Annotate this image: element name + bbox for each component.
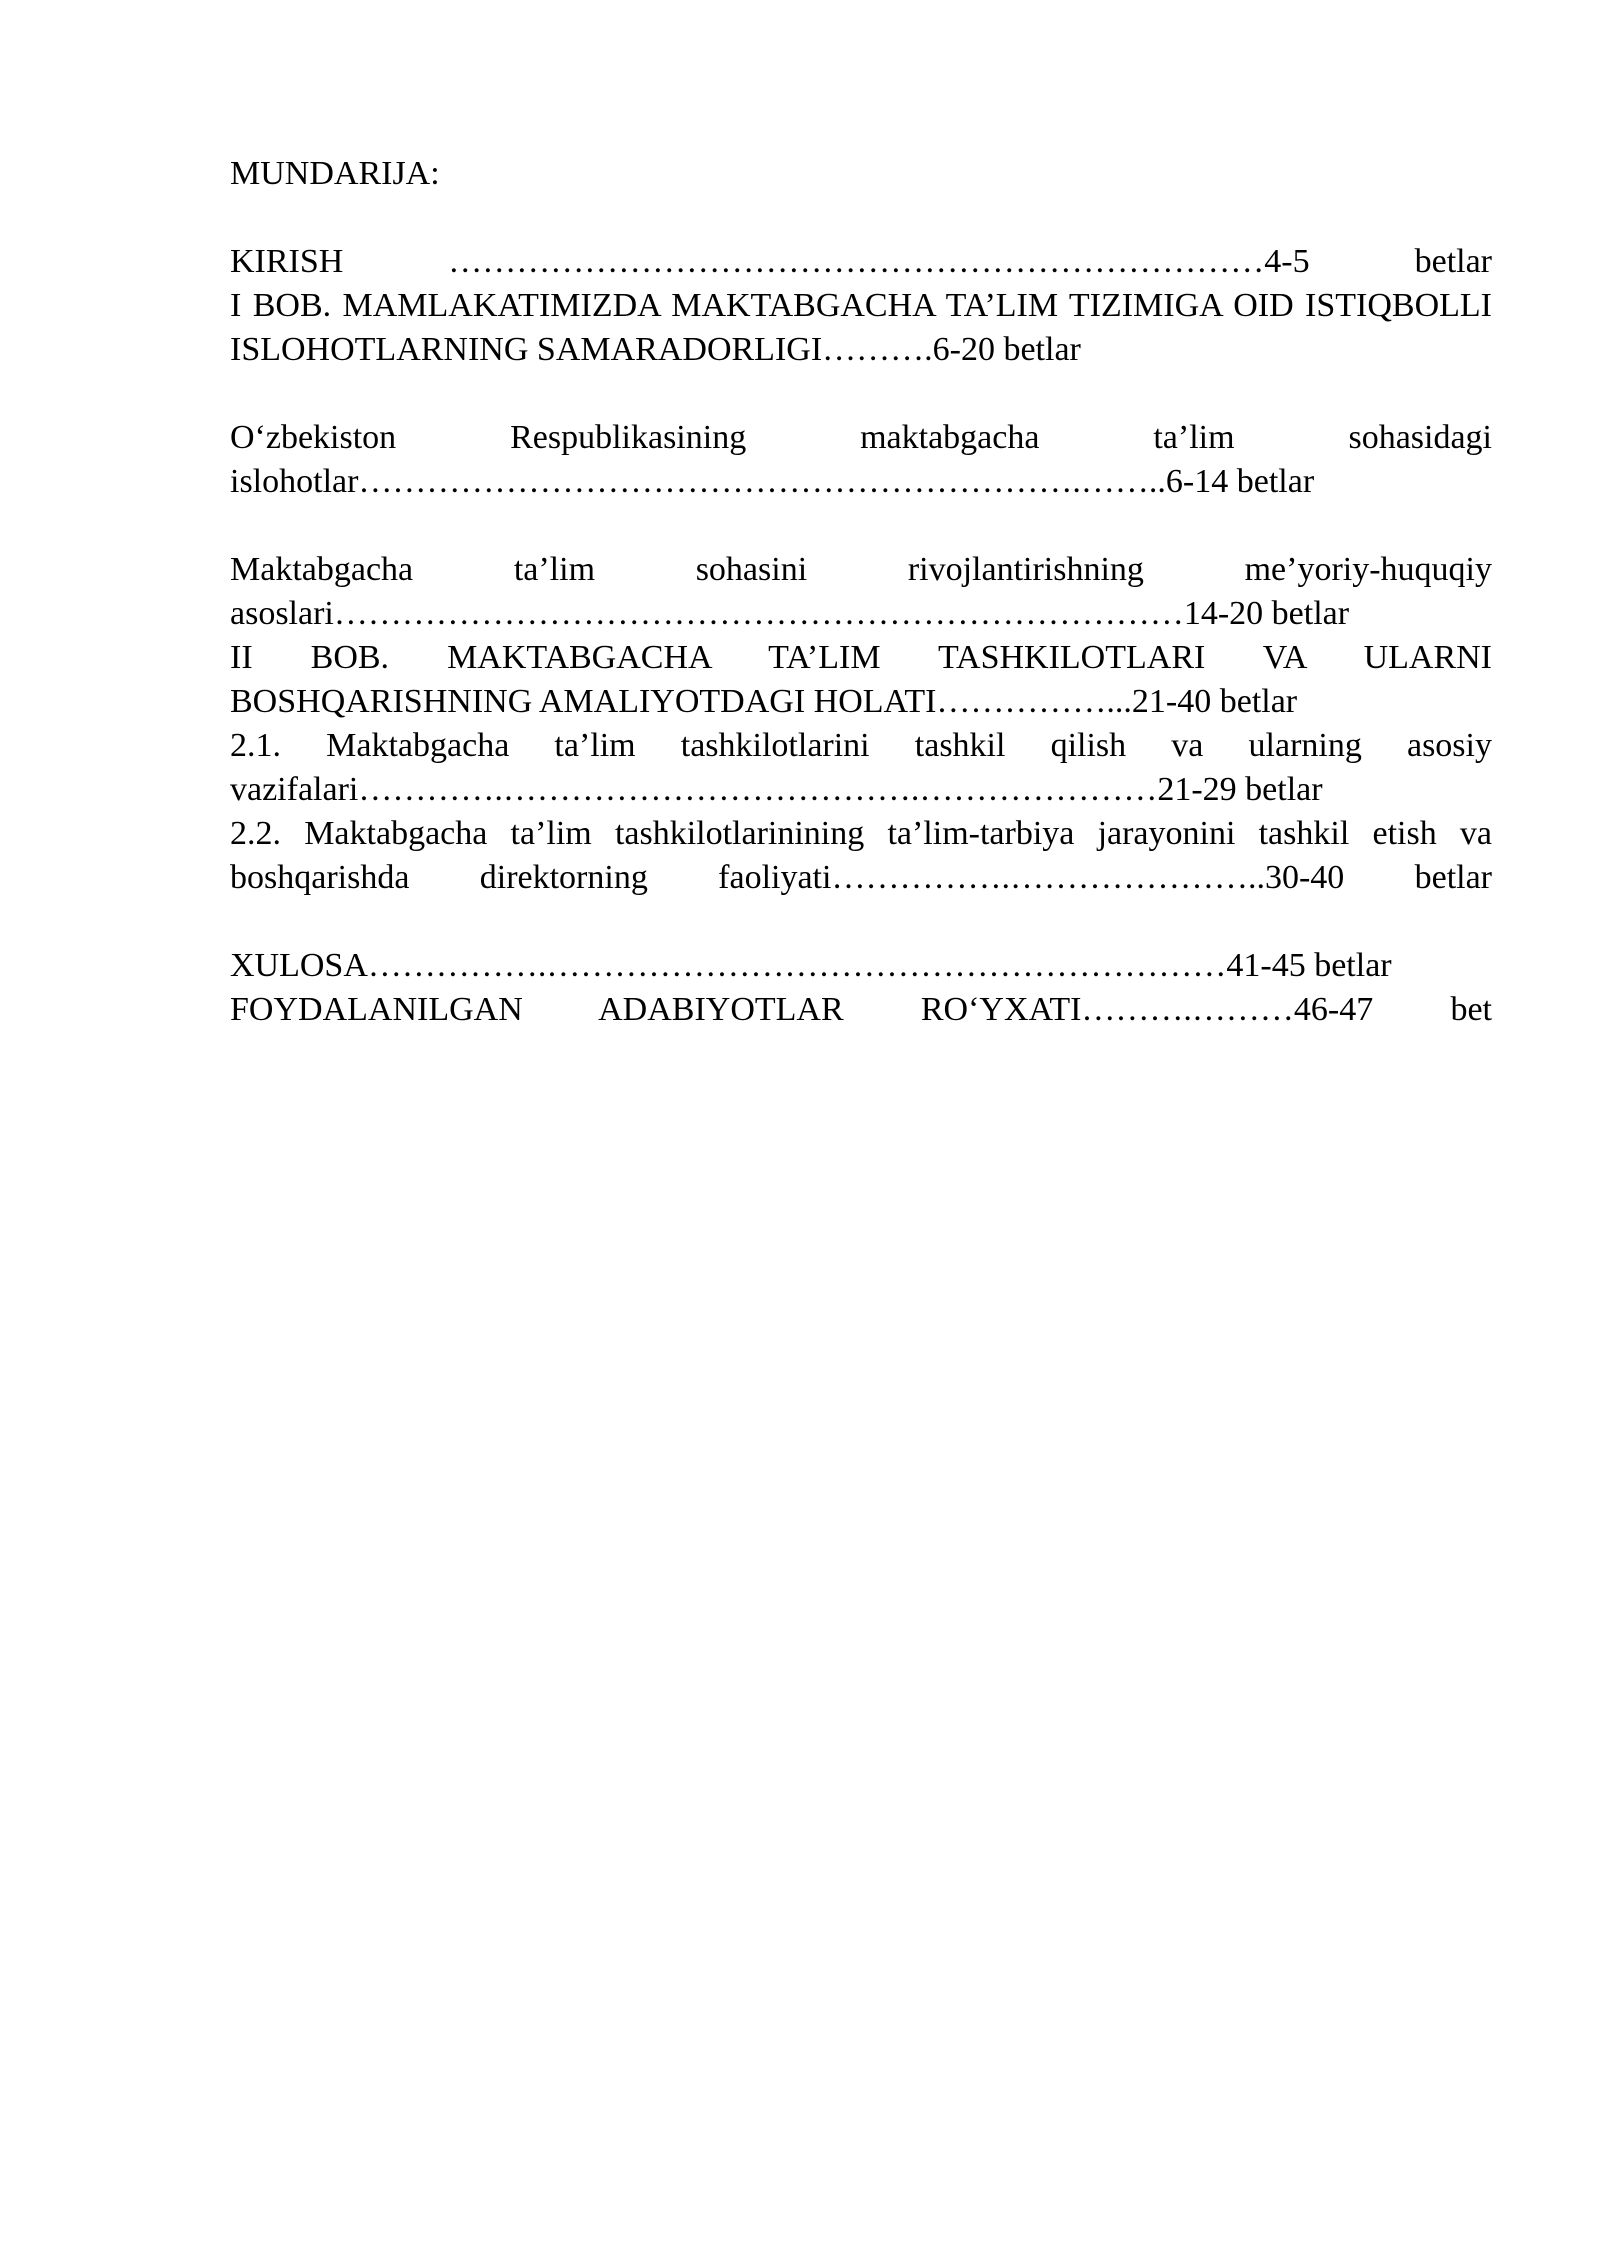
toc-entry-chapter-1: I BOB. MAMLAKATIMIZDA MAKTABGACHA TA’LIM TIZIMIGA OID ISTIQBOLLI ISLOHOTLARNING SAMARADORLIGI……….6-20 betlar [230,287,1492,368]
toc-entry-section-1-1: O‘zbekiston Respublikasining maktabgacha ta’lim sohasidagi islohotlar……………………………………………………….……..6-14 betlar [230,419,1492,500]
toc-entry-section-1-2: Maktabgacha ta’lim sohasini rivojlantirishning me’yoriy-huquqiy asoslari…………………………………………………………………14-20 betlar [230,551,1492,632]
spacer [230,372,1492,416]
spacer [230,504,1492,548]
toc-entry-bibliography: FOYDALANILGAN ADABIYOTLAR RO‘YXATI……….………46-47 bet [230,991,1492,1028]
toc-title: MUNDARIJA: [230,155,440,192]
document-page [230,152,1492,1032]
spacer [230,900,1492,944]
toc-entry-kirish: KIRISH ………………………………………………………………4-5 betlar [230,243,1492,280]
toc-entry-chapter-2: II BOB. MAKTABGACHA TA’LIM TASHKILOTLARI VA ULARNI BOSHQARISHNING AMALIYOTDAGI HOLATI……………...21-40 betlar [230,639,1492,720]
toc-entry-xulosa: XULOSA…………….……………………………………………………41-45 betlar [230,947,1392,984]
toc-entry-section-2-1: 2.1. Maktabgacha ta’lim tashkilotlarini tashkil qilish va ularning asosiy vazifalari………….……………………………….…………………21-29 betlar [230,727,1492,808]
toc-entry-section-2-2: 2.2. Maktabgacha ta’lim tashkilotlarinining ta’lim-tarbiya jarayonini tashkil etish va boshqarishda direktorning faoliyati…………….…………………..30-40 betlar [230,815,1492,896]
